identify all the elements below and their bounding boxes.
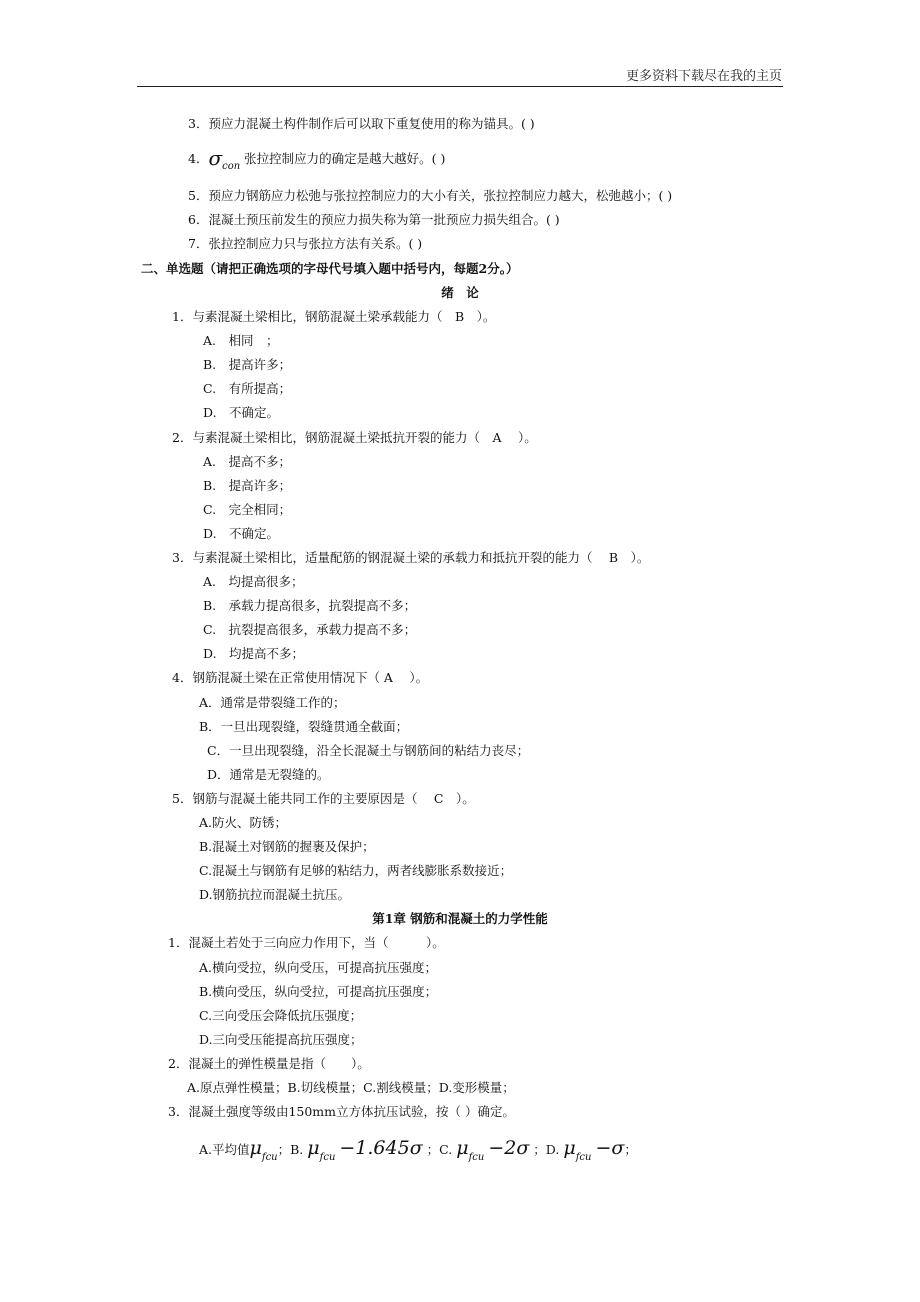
mu-subscript-a: fcu <box>261 1152 278 1163</box>
intro-q5-option-c: C.混凝土与钢筋有足够的粘结力，两者线膨胀系数接近； <box>199 863 513 878</box>
intro-q5-option-d: D.钢筋抗拉而混凝土抗压。 <box>199 887 351 902</box>
ch1-question-1: 1．混凝土若处于三向应力作用下，当（ ）。 <box>168 935 445 950</box>
ch1-q3-option-b-label: ；B. <box>277 1142 304 1157</box>
intro-q2-option-d: D. 不确定。 <box>203 526 280 541</box>
ch1-question-2: 2．混凝土的弹性模量是指（ ）。 <box>168 1056 370 1071</box>
ch1-q3-option-d-label: ；D. <box>533 1142 560 1157</box>
intro-q1-option-a: A. 相同 ； <box>203 333 279 348</box>
ch1-q3-options <box>199 1136 637 1170</box>
intro-q3-option-a: A. 均提高很多； <box>203 574 304 589</box>
ch1-q1-option-d: D.三向受压能提高抗压强度； <box>199 1032 363 1047</box>
ch1-q3-option-d-expr: −σ <box>595 1137 625 1159</box>
sigma-con-symbol: σ <box>208 146 223 170</box>
mu-subscript-d: fcu <box>575 1152 592 1163</box>
intro-q2-option-c: C. 完全相同； <box>203 502 292 517</box>
tf-question-4 <box>188 146 446 175</box>
intro-q1-option-b: B. 提高许多； <box>203 357 292 372</box>
ch1-q3-option-a-label: A.平均值 <box>199 1142 250 1157</box>
tf-question-3: 3．预应力混凝土构件制作后可以取下重复使用的称为锚具。( ) <box>188 116 535 131</box>
ch1-q1-option-b: B.横向受压，纵向受拉，可提高抗压强度； <box>199 984 438 999</box>
intro-q4-option-a: A．通常是带裂缝工作的； <box>199 695 346 710</box>
intro-question-3: 3．与素混凝土梁相比，适量配筋的钢混凝土梁的承载力和抵抗开裂的能力（ B ）。 <box>172 550 650 565</box>
tf-question-4-number: 4． <box>188 151 209 166</box>
mu-symbol-d: μ <box>563 1137 576 1159</box>
ch1-q3-end: ； <box>624 1142 637 1157</box>
intro-q4-option-d: D．通常是无裂缝的。 <box>207 767 330 782</box>
mu-symbol-c: μ <box>456 1137 469 1159</box>
intro-q5-option-b: B.混凝土对钢筋的握裹及保护； <box>199 839 375 854</box>
mu-symbol-b: μ <box>307 1137 320 1159</box>
intro-q1-option-c: C. 有所提高； <box>203 381 292 396</box>
intro-q3-option-c: C. 抗裂提高很多，承载力提高不多； <box>203 622 417 637</box>
intro-q3-option-b: B. 承载力提高很多，抗裂提高不多； <box>203 598 417 613</box>
intro-question-4: 4．钢筋混凝土梁在正常使用情况下（ A ）。 <box>172 670 429 685</box>
intro-q1-option-d: D. 不确定。 <box>203 405 280 420</box>
tf-question-7: 7．张拉控制应力只与张拉方法有关系。( ) <box>188 236 423 251</box>
tf-question-6: 6．混凝土预压前发生的预应力损失称为第一批预应力损失组合。( ) <box>188 212 560 227</box>
mu-subscript-c: fcu <box>468 1152 485 1163</box>
intro-question-1: 1．与素混凝土梁相比，钢筋混凝土梁承载能力（ B ）。 <box>172 309 496 324</box>
ch1-q1-option-c: C.三向受压会降低抗压强度； <box>199 1008 363 1023</box>
ch1-q2-options: A.原点弹性模量；B.切线模量；C.割线模量；D.变形模量； <box>187 1080 515 1095</box>
page-header-text: 更多资料下载尽在我的主页 <box>625 69 782 84</box>
intro-q4-option-b: B．一旦出现裂缝，裂缝贯通全截面； <box>199 719 409 734</box>
mu-subscript-b: fcu <box>319 1152 336 1163</box>
intro-q2-option-b: B. 提高许多； <box>203 478 292 493</box>
intro-question-2: 2．与素混凝土梁相比，钢筋混凝土梁抵抗开裂的能力（ A ）。 <box>172 430 537 445</box>
ch1-q3-option-c-expr: −2σ <box>488 1137 530 1159</box>
header-divider <box>137 86 783 87</box>
ch1-q3-option-b-expr: −1.645σ <box>339 1137 423 1159</box>
tf-question-5: 5．预应力钢筋应力松弛与张拉控制应力的大小有关，张拉控制应力越大，松弛越小；( ) <box>188 188 673 203</box>
ch1-q3-option-c-label: ；C. <box>426 1142 453 1157</box>
mu-symbol-a: μ <box>249 1137 262 1159</box>
sigma-con-subscript: con <box>222 161 241 172</box>
intro-q2-option-a: A. 提高不多； <box>203 454 292 469</box>
ch1-q1-option-a: A.横向受拉，纵向受压，可提高抗压强度； <box>199 960 438 975</box>
tf-question-4-text: 张拉控制应力的确定是越大越好。( ) <box>240 151 446 166</box>
intro-question-5: 5．钢筋与混凝土能共同工作的主要原因是（ C ）。 <box>172 791 475 806</box>
intro-heading: 绪 论 <box>441 285 479 300</box>
chapter-1-heading: 第1章 钢筋和混凝土的力学性能 <box>372 911 548 926</box>
section-2-title: 二、单选题（请把正确选项的字母代号填入题中括号内，每题2分。） <box>141 261 519 276</box>
intro-q4-option-c: C．一旦出现裂缝，沿全长混凝土与钢筋间的粘结力丧尽； <box>207 743 530 758</box>
intro-q5-option-a: A.防火、防锈； <box>199 815 288 830</box>
intro-q3-option-d: D. 均提高不多； <box>203 646 305 661</box>
ch1-question-3: 3．混凝土强度等级由150mm立方体抗压试验，按（ ）确定。 <box>168 1104 515 1119</box>
